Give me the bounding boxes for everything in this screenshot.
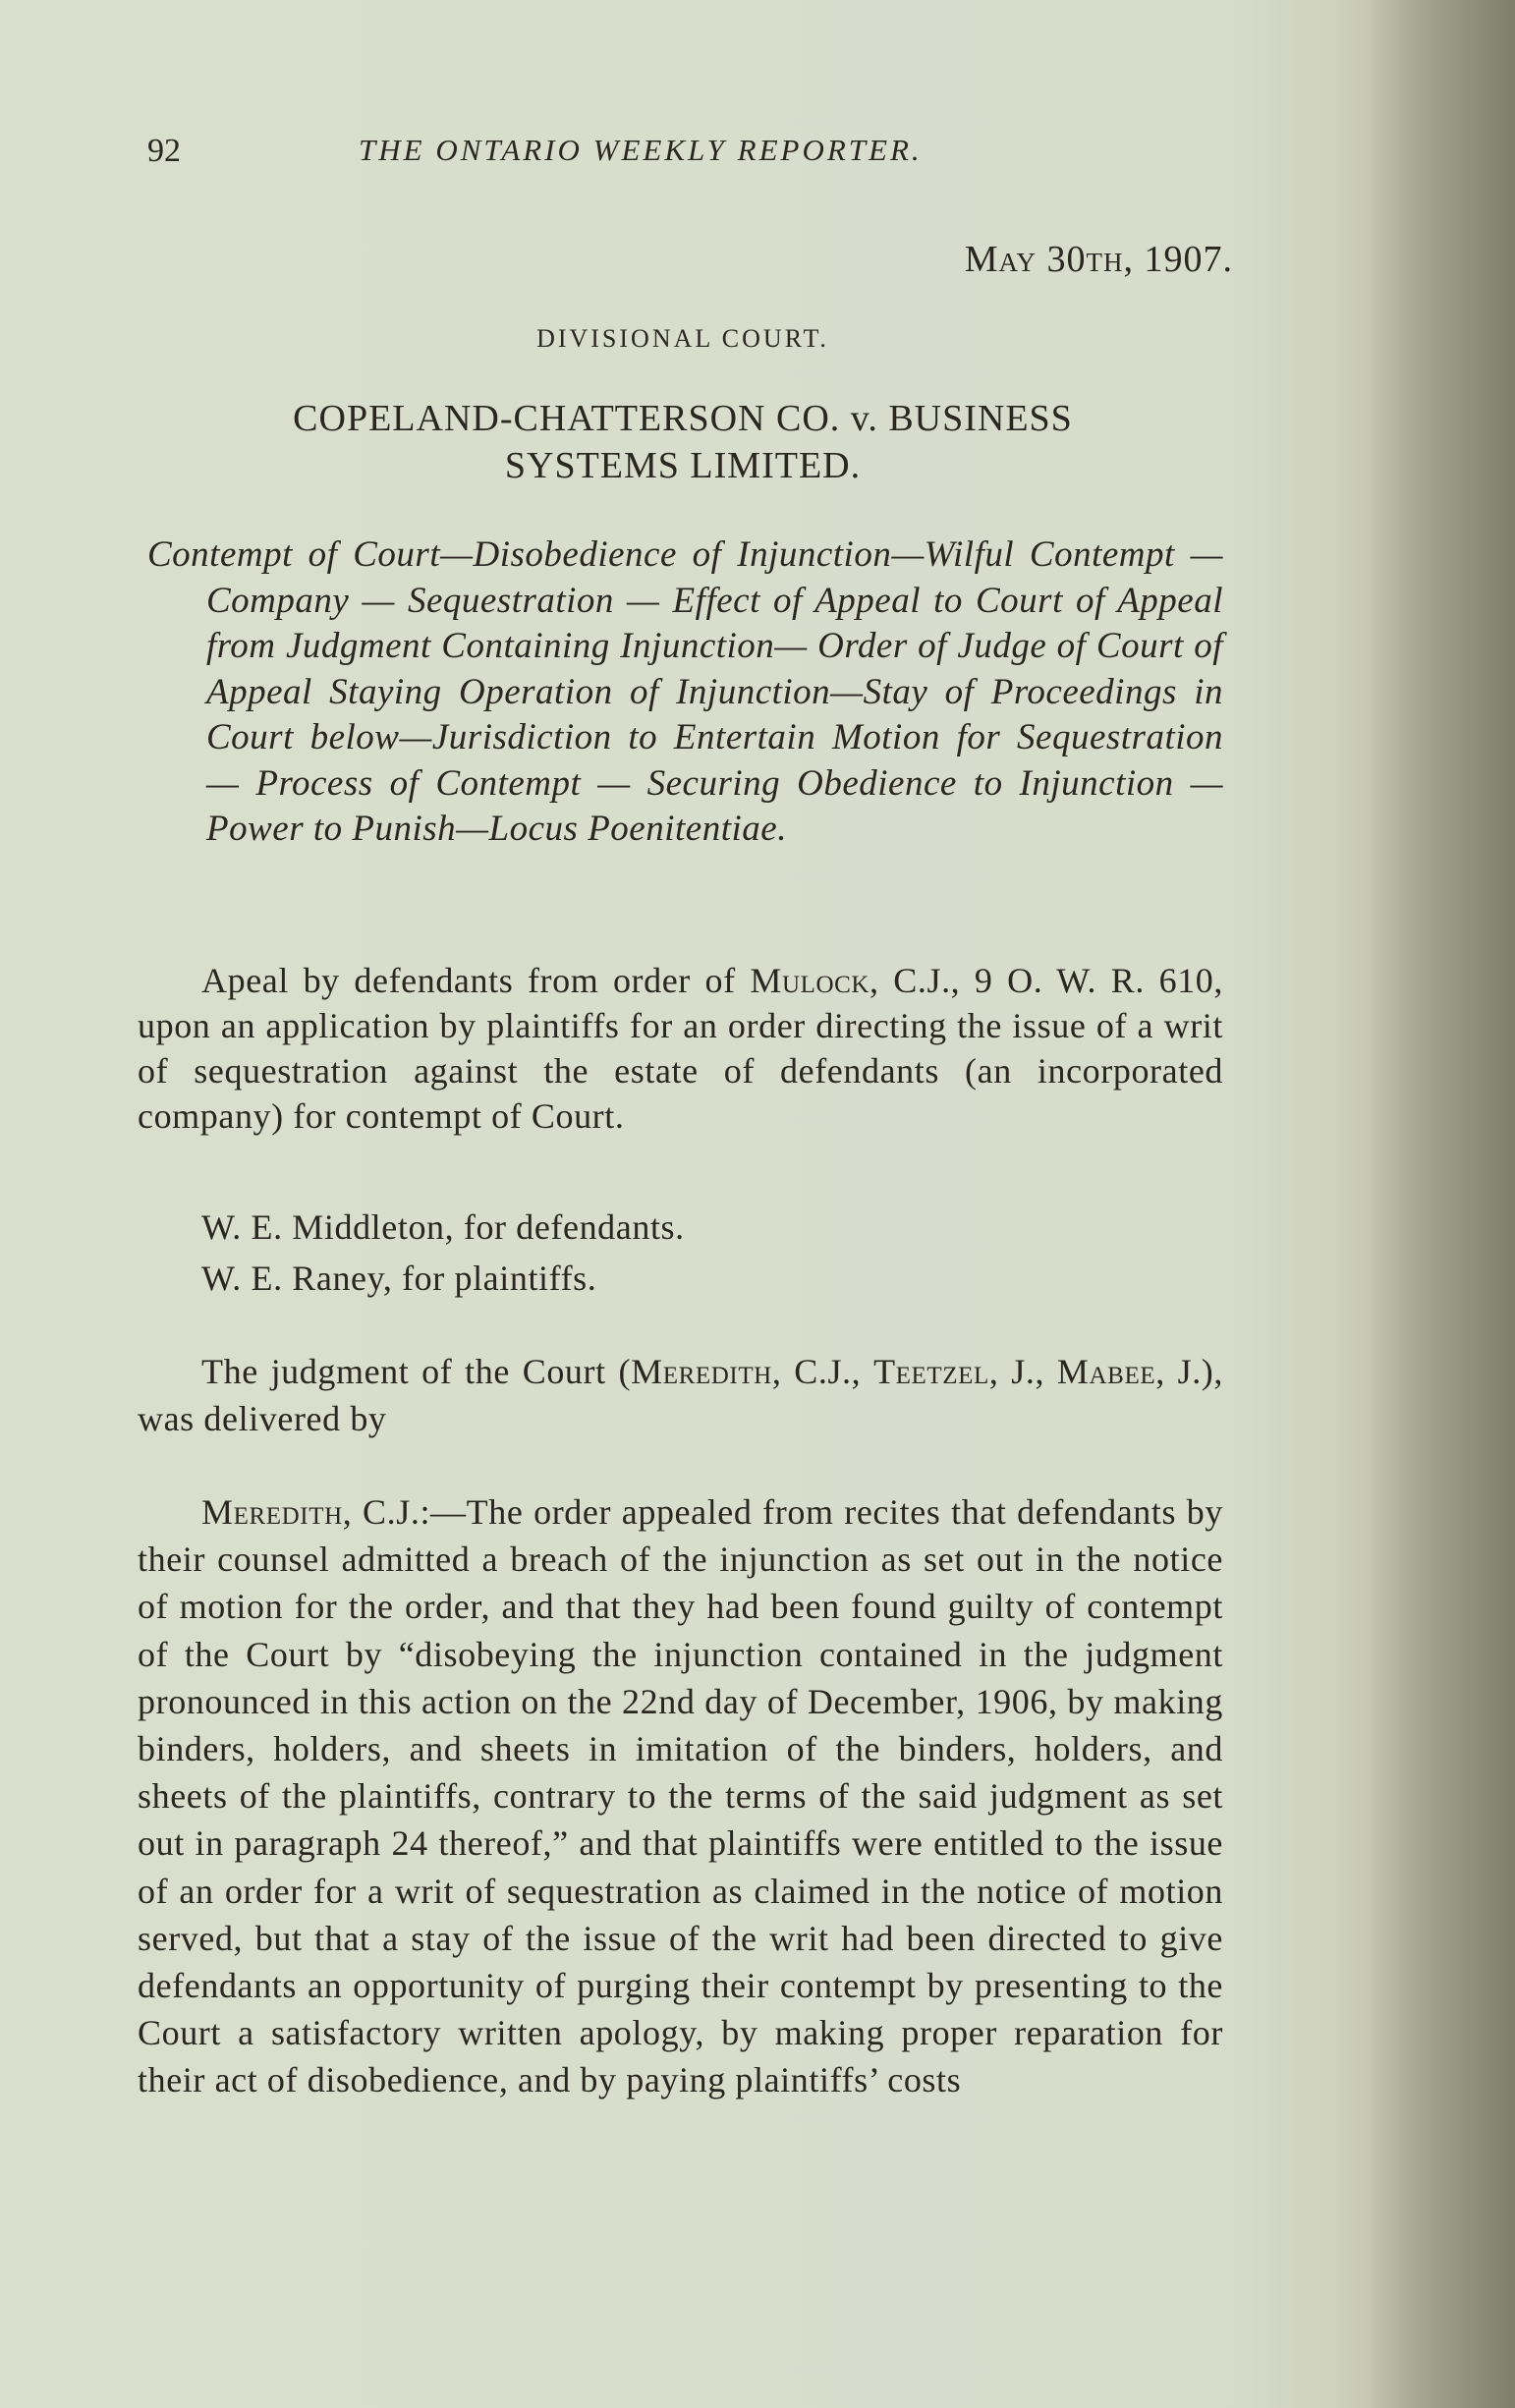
appeal-paragraph xyxy=(138,958,1223,1139)
decision-date: May 30th, 1907. xyxy=(964,239,1233,280)
judgment-text-3: , J., xyxy=(988,1352,1057,1391)
opinion-paragraph xyxy=(138,1488,1223,2104)
opinion-author: Meredith xyxy=(201,1492,343,1532)
judgment-text-1: The judgment of the Court ( xyxy=(201,1352,632,1391)
counsel-plaintiffs: W. E. Raney, for plaintiffs. xyxy=(201,1259,597,1298)
journal-title: THE ONTARIO WEEKLY REPORTER. xyxy=(359,133,923,167)
appeal-text-end: , C.J., 9 O. W. R. 610, upon an application by plaintiffs for an order directing the issue of a writ of sequestration against the estate of defendants (an incorporated company) for contempt of Court. xyxy=(138,961,1224,1136)
court-name: DIVISIONAL COURT. xyxy=(536,324,829,353)
page-number: 92 xyxy=(147,133,181,169)
judge-name: Mulock xyxy=(750,961,870,1000)
opinion-text: , C.J.:—The order appealed from recites that defendants by their counsel admitted a breach of the injunction as set out in the notice of motion for the order, and that they had been found guilty of contempt of the Court by “disobeying the injunction contained in the judgment pronounced in this action on the 22nd day of December, 1906, by making binders, holders, and sheets in imitation of the binders, holders, and sheets of the plaintiffs, contrary to the terms of the said judgment as set out in paragraph 24 thereof,” and that plaintiffs were entitled to the issue of an order for a writ of sequestration as claimed in the notice of motion served, but that a stay of the issue of the writ had been directed to give defendants an opportunity of purging their contempt by presenting to the Court a satisfactory written apology, by making proper reparation for their act of disobedience, and by paying plaintiffs’ costs xyxy=(138,1492,1223,2100)
counsel-defendants: W. E. Middleton, for defendants. xyxy=(201,1207,685,1247)
judge-name: Meredith xyxy=(631,1352,772,1391)
headnote: Contempt of Court—Disobedience of Injunction—Wilful Contempt — Company — Sequestration — Effect of Appeal to Court of Appeal from Judgment Containing Injunction— Order of Judge of Court of Appeal Staying Operation of Injunction—Stay of Proceedings in Court below—Jurisdiction to Entertain Motion for Sequestration — Process of Contempt — Securing Obedience to Injunction — Power to Punish—Locus Poenitentiae. xyxy=(147,534,1223,849)
judgment-text-4: , J.), was delivered by xyxy=(138,1352,1223,1438)
case-title xyxy=(128,395,1238,489)
judgment-text-2: , C.J., xyxy=(771,1352,874,1391)
judge-name: Mabee xyxy=(1056,1352,1156,1391)
judgment-paragraph xyxy=(138,1348,1223,1442)
case-title-line-1: COPELAND-CHATTERSON CO. v. BUSINESS xyxy=(293,398,1073,439)
appeal-text-start: Apeal by defendants from order of xyxy=(201,961,751,1000)
judge-name: Teetzel xyxy=(873,1352,989,1391)
page-gutter-shadow xyxy=(1368,0,1515,2408)
running-header xyxy=(147,133,1228,182)
case-title-line-2: SYSTEMS LIMITED. xyxy=(504,445,862,486)
